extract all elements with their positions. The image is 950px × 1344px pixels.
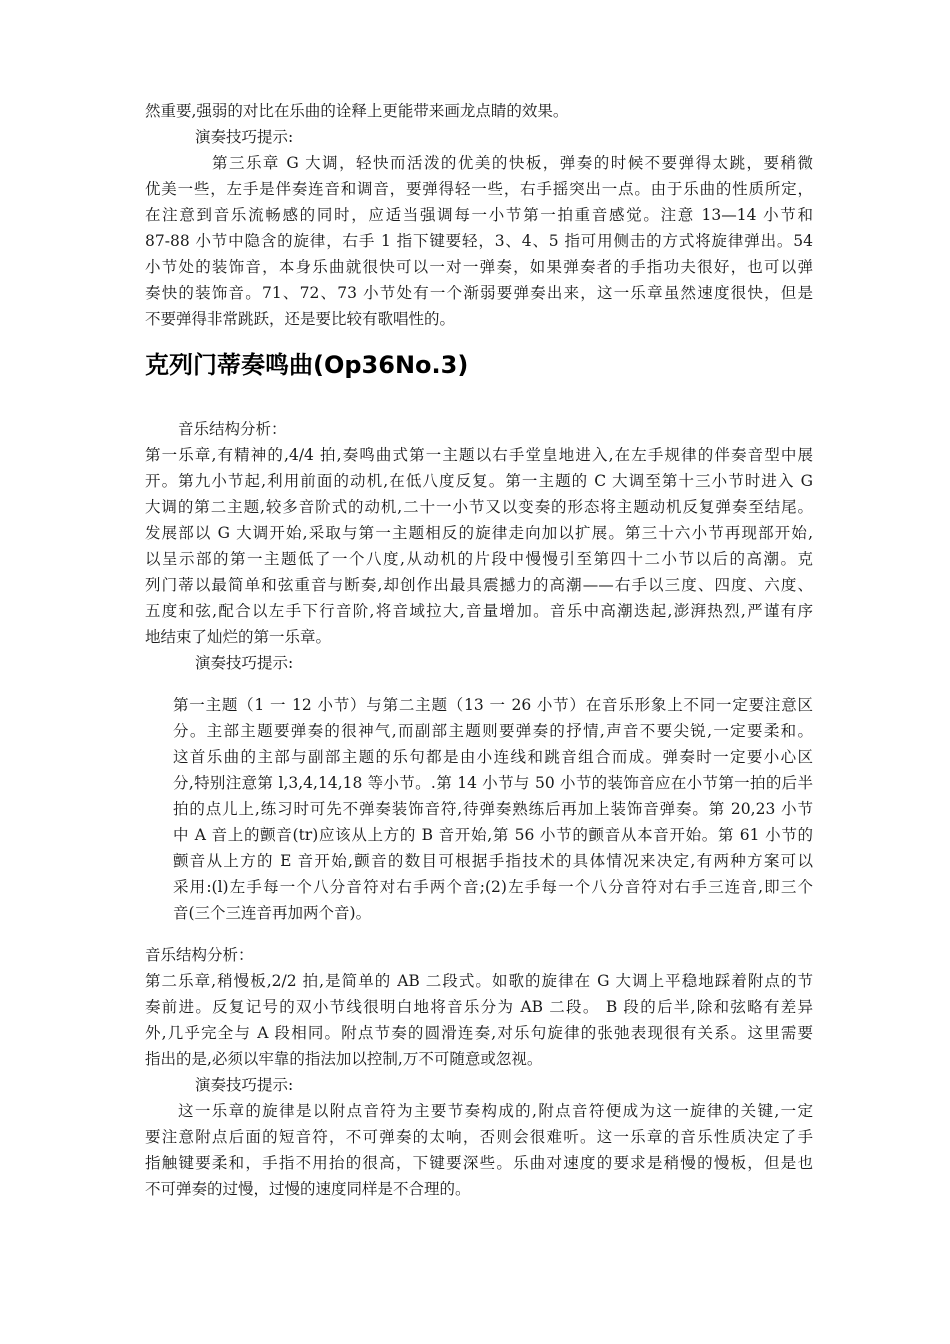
paragraph-line: 列门蒂以最简单和弦重音与断奏,却创作出最具震撼力的高潮——右手以三度、四度、六度、 xyxy=(145,576,813,594)
tips-line: 分,特别注意第 l,3,4,14,18 等小节。.第 14 小节与 50 小节的装饰音应在小节第一拍的后半 xyxy=(173,774,813,792)
paragraph-line: 第一乐章,有精神的,4/4 拍,奏鸣曲式第一主题以右手堂皇地进入,在左手规律的伴奏音型中展 xyxy=(145,446,813,464)
tips-line: 拍的点儿上,练习时可先不弹奏装饰音符,待弹奏熟练后再加上装饰音弹奏。第 20,23 小节 xyxy=(173,800,813,818)
tips-line: 分。主部主题要弹奏的很神气,而副部主题则要弹奏的抒情,声音不要尖锐,一定要柔和。 xyxy=(173,722,813,740)
paragraph-line: 发展部以 G 大调开始,采取与第一主题相反的旋律走向加以扩展。第三十六小节再现部开始, xyxy=(145,524,813,542)
tips-label: 演奏技巧提示: xyxy=(195,128,294,146)
paragraph-line: 地结束了灿烂的第一乐章。 xyxy=(145,628,332,646)
tips-line: 指触键要柔和，手指不用抬的很高，下键要深些。乐曲对速度的要求是稍慢的慢板，但是也 xyxy=(145,1154,813,1172)
paragraph-line: 奏前进。反复记号的双小节线很明白地将音乐分为 AB 二段。 B 段的后半,除和弦略有差异 xyxy=(145,998,813,1016)
tips-line: 第一主题（1 一 12 小节）与第二主题（13 一 26 小节）在音乐形象上不同一定要注意区 xyxy=(173,696,813,714)
paragraph-line: 外,几乎完全与 A 段相同。附点节奏的圆滑连奏,对乐句旋律的张弛表现很有关系。这里需要 xyxy=(145,1024,813,1042)
paragraph-line: 开。第九小节起,利用前面的动机,在低八度反复。第一主题的 C 大调至第十三小节时进入 G xyxy=(145,472,813,490)
paragraph-line: 第三乐章 G 大调，轻快而活泼的优美的快板，弹奏的时候不要弹得太跳，要稍微 xyxy=(212,154,813,172)
paragraph-line: 87-88 小节中隐含的旋律，右手 1 指下键要轻，3、4、5 指可用侧击的方式将旋律弹出。54 xyxy=(145,232,813,250)
tips-line: 颤音从上方的 E 音开始,颤音的数目可根据手指技术的具体情况来决定,有两种方案可以 xyxy=(173,852,813,870)
analysis-label: 音乐结构分析： xyxy=(145,946,254,964)
paragraph-line: 奏快的装饰音。71、72、73 小节处有一个渐弱要弹奏出来，这一乐章虽然速度很快，但是 xyxy=(145,284,813,302)
tips-line: 采用:(l)左手每一个八分音符对右手两个音;(2)左手每一个八分音符对右手三连音,即三个 xyxy=(173,878,813,896)
tips-line: 中 A 音上的颤音(tr)应该从上方的 B 音开始,第 56 小节的颤音从本音开始。第 61 小节的 xyxy=(173,826,813,844)
tips-line: 这一乐章的旋律是以附点音符为主要节奏构成的,附点音符便成为这一旋律的关键,一定 xyxy=(178,1102,813,1120)
tips-label: 演奏技巧提示: xyxy=(195,1076,294,1094)
paragraph-line: 然重要,强弱的对比在乐曲的诠释上更能带来画龙点睛的效果。 xyxy=(145,102,569,120)
paragraph-line: 五度和弦,配合以左手下行音阶,将音域拉大,音量增加。音乐中高潮迭起,澎湃热烈,严谨有序 xyxy=(145,602,813,620)
paragraph-line: 第二乐章,稍慢板,2/2 拍,是简单的 AB 二段式。如歌的旋律在 G 大调上平稳地踩着附点的节 xyxy=(145,972,813,990)
tips-label: 演奏技巧提示: xyxy=(195,654,294,672)
paragraph-line: 大调的第二主题,较多音阶式的动机,二十一小节又以变奏的形态将主题动机反复弹奏至结尾。 xyxy=(145,498,813,516)
analysis-label: 音乐结构分析： xyxy=(178,420,287,438)
paragraph-line: 指出的是,必须以牢靠的指法加以控制,万不可随意或忽视。 xyxy=(145,1050,543,1068)
section-heading: 克列门蒂奏鸣曲(Op36No.3) xyxy=(145,351,469,379)
tips-line: 要注意附点后面的短音符，不可弹奏的太响，否则会很难听。这一乐章的音乐性质决定了手 xyxy=(145,1128,813,1146)
paragraph-line: 小节处的装饰音，本身乐曲就很快可以一对一弹奏，如果弹奏者的手指功夫很好，也可以弹 xyxy=(145,258,813,276)
tips-line: 音(三个三连音再加两个音)。 xyxy=(173,904,372,922)
paragraph-line: 在注意到音乐流畅感的同时，应适当强调每一小节第一拍重音感觉。注意 13—14 小节和 xyxy=(145,206,813,224)
tips-line: 不可弹奏的过慢，过慢的速度同样是不合理的。 xyxy=(145,1180,471,1198)
tips-line: 这首乐曲的主部与副部主题的乐句都是由小连线和跳音组合而成。弹奏时一定要小心区 xyxy=(173,748,813,766)
paragraph-line: 以呈示部的第一主题低了一个八度,从动机的片段中慢慢引至第四十二小节以后的高潮。克 xyxy=(145,550,813,568)
paragraph-line: 优美一些，左手是伴奏连音和调音，要弹得轻一些，右手摇突出一点。由于乐曲的性质所定， xyxy=(145,180,813,198)
paragraph-line: 不要弹得非常跳跃，还是要比较有歌唱性的。 xyxy=(145,310,456,328)
